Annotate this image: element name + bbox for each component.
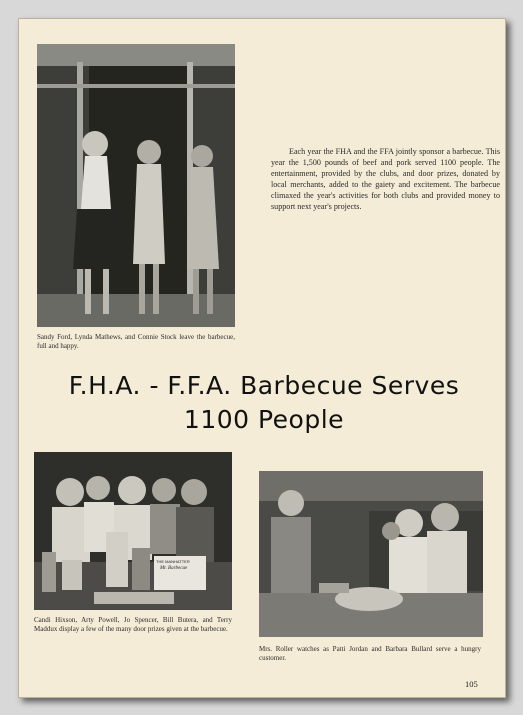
prize-sign-text-2: Mr. Barbecue: [160, 566, 188, 571]
photo-caption-top: Sandy Ford, Lynda Mathews, and Connie Stock leave the barbecue, full and happy.: [37, 333, 235, 350]
page-number: 105: [465, 679, 478, 689]
photo-serving-line: [259, 471, 483, 637]
photo-door-prizes: [34, 452, 232, 610]
photo-caption-bottom-left: Candi Hixson, Arty Powell, Jo Spencer, Bill Butera, and Terry Maddux display a few of the many door prizes given at the barbecue.: [34, 616, 232, 633]
article-intro: Each year the FHA and the FFA jointly sponsor a barbecue. This year the 1,500 pounds of beef and pork served 1100 people. The entertainment, provided by the clubs, and door prizes, donated by local merchants, added to the gaiety and excitement. The barbecue climaxed the year's activities for both clubs and provided money to support next year's projects.: [271, 147, 500, 211]
prize-sign-text-1: THE MANHATTER: [156, 559, 190, 564]
photo-caption-bottom-right: Mrs. Roller watches as Patti Jordan and Barbara Bullard serve a hungry customer.: [259, 645, 481, 662]
photo-girls-leaving-barbecue: [37, 44, 235, 327]
headline-line-1: F.H.A. - F.F.A. Barbecue Serves: [68, 371, 460, 400]
headline-line-2: 1100 People: [183, 405, 345, 434]
yearbook-page: [18, 18, 506, 698]
